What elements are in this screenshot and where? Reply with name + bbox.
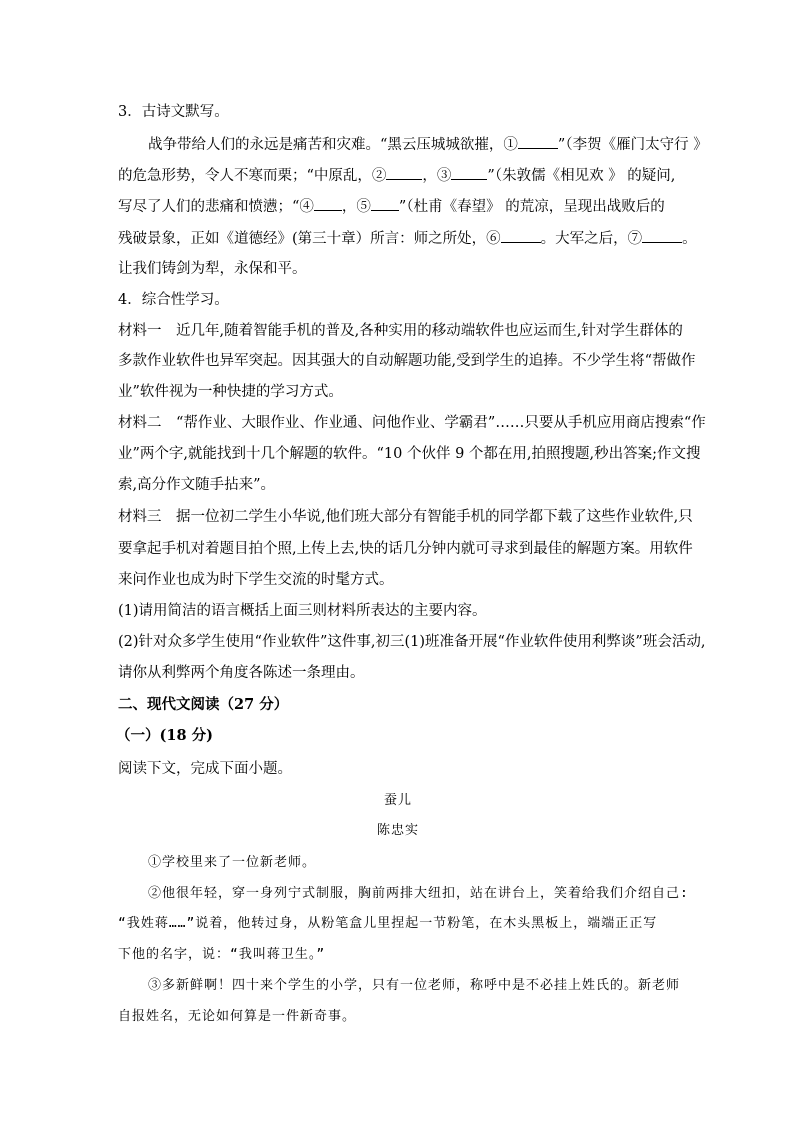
sub-question-1: (1)请用简洁的语言概括上面三则材料所表达的主要内容。 bbox=[118, 603, 487, 619]
section-heading: 二、现代文阅读（27 分） bbox=[118, 696, 289, 713]
material-2-line-1: 材料二 “帮作业、大眼作业、作业通、问他作业、学霸君”……只要从手机应用商店搜索“作 bbox=[118, 415, 706, 431]
q3-line-1: 战争带给人们的永远是痛苦和灾难。“黑云压城城欲摧，① ”（李贺《雁门太守行 》 bbox=[148, 134, 718, 154]
material-2-line-3: 索,高分作文随手拈来”。 bbox=[118, 477, 276, 493]
blank-1 bbox=[518, 134, 558, 149]
paragraph-2-line-3: 下他的名字，说：“我叫蒋卫生。” bbox=[118, 947, 326, 962]
paragraph-2-line-1: ②他很年轻，穿一身列宁式制服，胸前两排大纽扣，站在讲台上，笑着给我们介绍自己: bbox=[148, 886, 689, 901]
reading-instruction: 阅读下文，完成下面小题。 bbox=[118, 761, 292, 777]
story-author: 陈忠实 bbox=[376, 823, 419, 838]
paragraph-3-line-2: 自报姓名，无论如何算是一件新奇事。 bbox=[118, 1009, 357, 1024]
sub-question-2-line-1: (2)针对众多学生使用“作业软件”这件事,初三(1)班准备开展“作业软件使用利弊谈”班会活动, bbox=[118, 634, 706, 650]
blank-4 bbox=[314, 196, 342, 211]
blank-2 bbox=[386, 165, 422, 180]
blank-3 bbox=[451, 165, 487, 180]
q3-line-3: 写尽了人们的悲痛和愤懑；“④ ，⑤ ”（杜甫《春望》 的荒凉，呈现出战败后的 bbox=[118, 196, 688, 216]
sub-question-2-line-2: 请你从利弊两个角度各陈述一条理由。 bbox=[118, 665, 365, 681]
paragraph-1: ①学校里来了一位新老师。 bbox=[148, 855, 317, 870]
blank-5 bbox=[371, 196, 399, 211]
material-2-line-2: 业”两个字,就能找到十几个解题的软件。“10 个伙伴 9 个都在用,拍照搜题,秒出答案;作文搜 bbox=[118, 446, 701, 462]
q3-heading: 3．古诗文默写。 bbox=[118, 104, 229, 120]
q4-heading: 4．综合性学习。 bbox=[118, 292, 229, 308]
material-1-line-2: 多款作业软件也异军突起。因其强大的自动解题功能,受到学生的追捧。不少学生将“帮做作 bbox=[118, 353, 696, 369]
story-title: 蚕儿 bbox=[383, 793, 412, 808]
material-3-line-1: 材料三 据一位初二学生小华说,他们班大部分有智能手机的同学都下载了这些作业软件,只 bbox=[118, 509, 693, 525]
q3-line-4: 残破景象，正如《道德经》(第三十章）所言：师之所处，⑥ 。大军之后，⑦ 。 bbox=[118, 228, 688, 248]
material-3-line-2: 要拿起手机对着题目拍个照,上传上去,快的话几分钟内就可寻求到最佳的解题方案。用软件 bbox=[118, 541, 693, 557]
material-1-line-3: 业”软件视为一种快捷的学习方式。 bbox=[118, 384, 343, 400]
q3-line-2: 的危急形势，令人不寒而栗；“中原乱，② ，③ ”（朱敦儒《相见欢 》 的疑问, bbox=[118, 165, 688, 185]
blank-6 bbox=[501, 228, 541, 243]
blank-7 bbox=[642, 228, 682, 243]
paragraph-2-line-2: “我姓蒋……”说着，他转过身，从粉笔盒儿里捏起一节粉笔，在木头黑板上，端端正正写 bbox=[118, 916, 658, 931]
part-heading: （一）(18 分) bbox=[116, 727, 213, 744]
paragraph-3-line-1: ③多新鲜啊！四十来个学生的小学，只有一位老师，称呼中是不必挂上姓氏的。新老师 bbox=[148, 978, 681, 993]
q3-line-5: 让我们铸剑为犁，永保和平。 bbox=[118, 261, 307, 277]
material-1-line-1: 材料一 近几年,随着智能手机的普及,各种实用的移动端软件也应运而生,针对学生群体的 bbox=[118, 323, 683, 339]
material-3-line-3: 来问作业也成为时下学生交流的时髦方式。 bbox=[118, 572, 394, 588]
